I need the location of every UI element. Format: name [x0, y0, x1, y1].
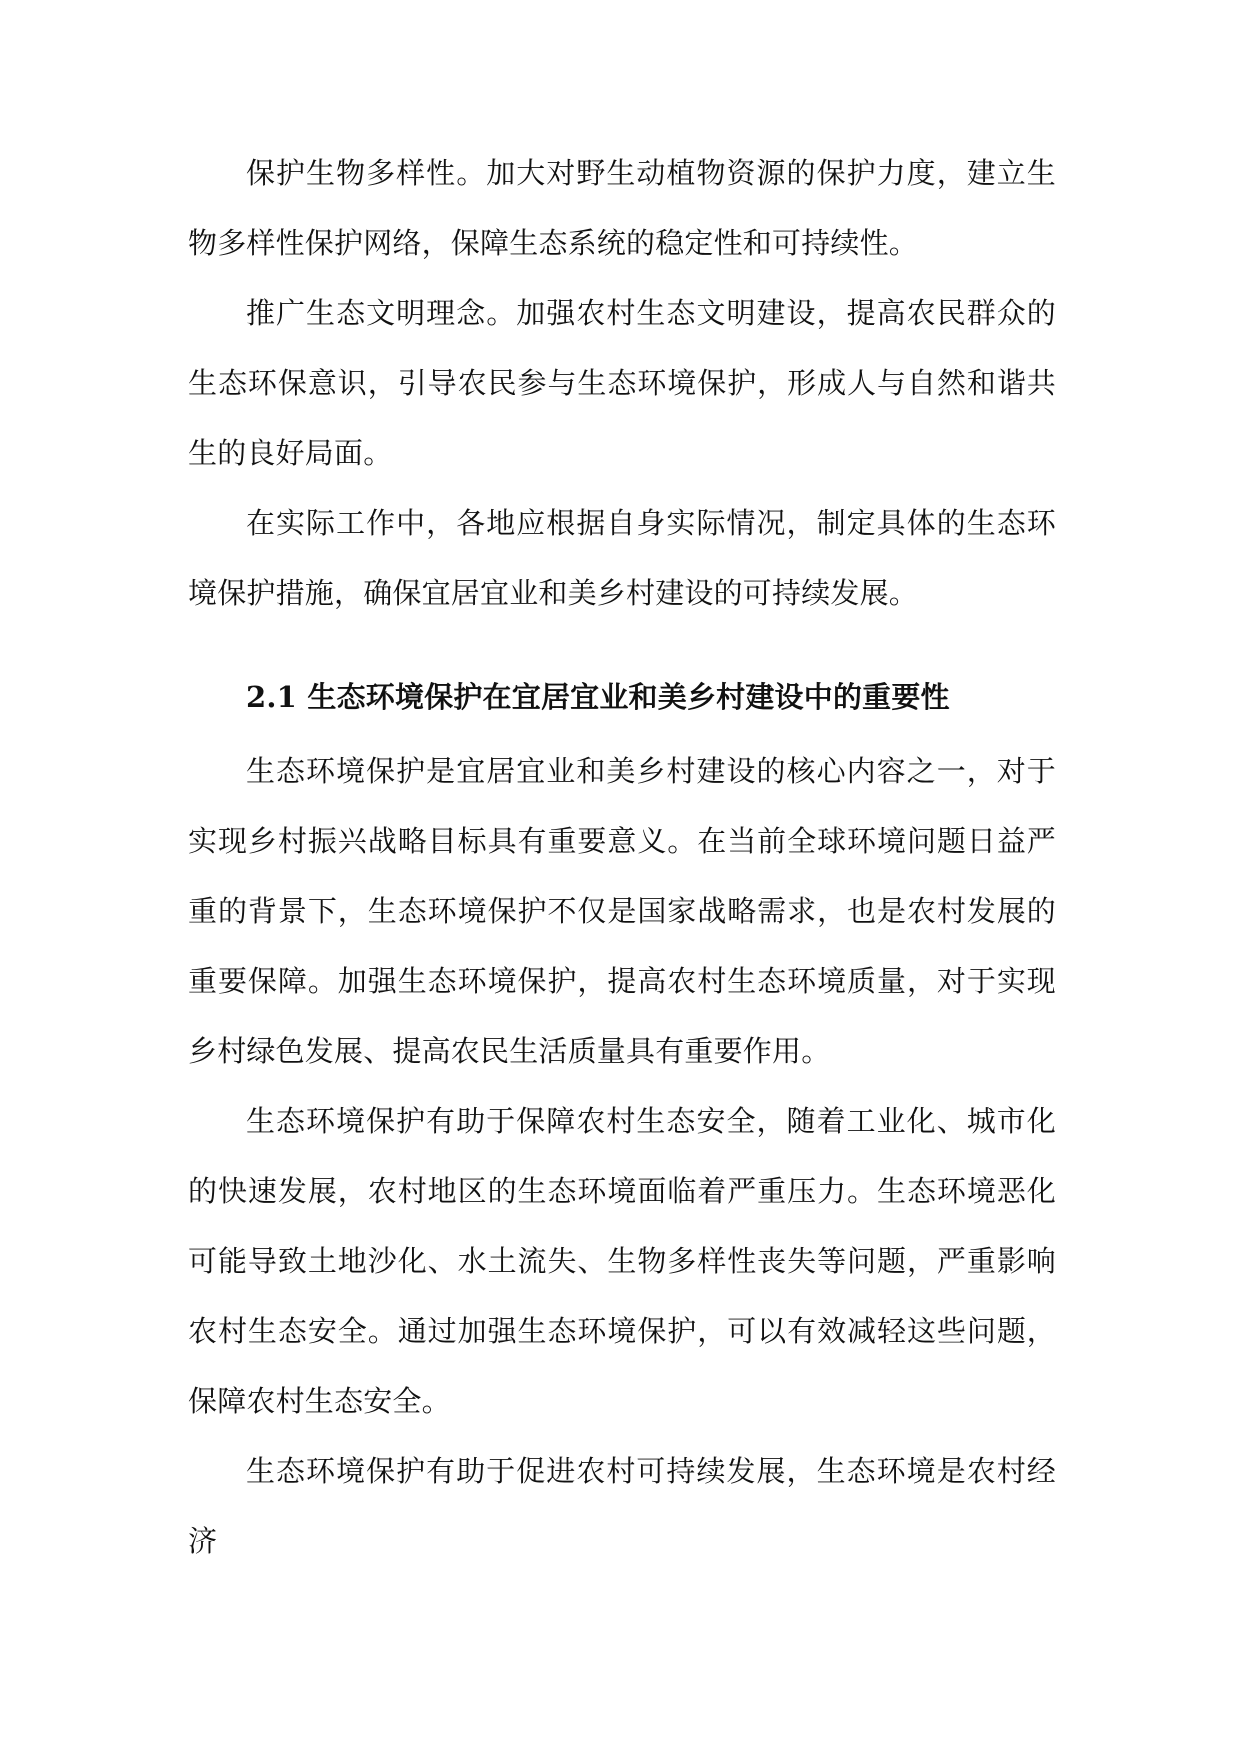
paragraph-eco-security: 生态环境保护有助于保障农村生态安全，随着工业化、城市化的快速发展，农村地区的生态环境面临着严重压力。生态环境恶化可能导致土地沙化、水土流失、生物多样性丧失等问题，严重影响农村生态安全。通过加强生态环境保护，可以有效减轻这些问题，保障农村生态安全。: [188, 1104, 1056, 1418]
paragraph-biodiversity: 保护生物多样性。加大对野生动植物资源的保护力度，建立生物多样性保护网络，保障生态系统的稳定性和可持续性。: [188, 156, 1056, 260]
section-heading: 2.1 生态环境保护在宜居宜业和美乡村建设中的重要性: [246, 680, 950, 714]
paragraph-local-measures: 在实际工作中，各地应根据自身实际情况，制定具体的生态环境保护措施，确保宜居宜业和美乡村建设的可持续发展。: [188, 506, 1056, 610]
paragraph-eco-civilization: 推广生态文明理念。加强农村生态文明建设，提高农民群众的生态环保意识，引导农民参与生态环境保护，形成人与自然和谐共生的良好局面。: [188, 296, 1056, 470]
paragraph-sustainable-development: 生态环境保护有助于促进农村可持续发展，生态环境是农村经济: [188, 1454, 1056, 1558]
paragraph-importance: 生态环境保护是宜居宜业和美乡村建设的核心内容之一，对于实现乡村振兴战略目标具有重要意义。在当前全球环境问题日益严重的背景下，生态环境保护不仅是国家战略需求，也是农村发展的重要保障。加强生态环境保护，提高农村生态环境质量，对于实现乡村绿色发展、提高农民生活质量具有重要作用。: [188, 754, 1056, 1068]
document-body: [188, 138, 1056, 1576]
